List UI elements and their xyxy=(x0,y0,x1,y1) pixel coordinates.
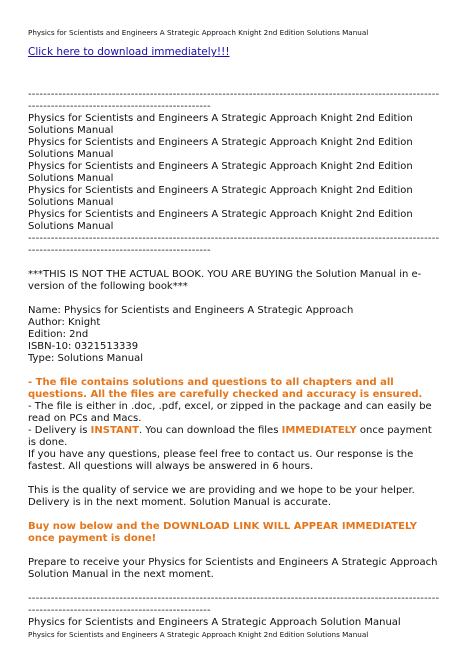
bottom-title: Physics for Scientists and Engineers A Strategic Approach Solution Manual xyxy=(28,617,401,628)
title-line-2: Physics for Scientists and Engineers A Strategic Approach Knight 2nd Edition Solutions Manual xyxy=(28,137,413,160)
prepare-text: Prepare to receive your Physics for Scientists and Engineers A Strategic Approach Solution Manual in the next moment. xyxy=(28,557,438,580)
notice-text: ***THIS IS NOT THE ACTUAL BOOK. YOU ARE BUYING the Solution Manual in e-version of the following book*** xyxy=(28,269,422,292)
bullet-questions: If you have any questions, please feel free to contact us. Our response is the fastest. All questions will always be answered in 6 hours. xyxy=(28,449,414,472)
title-line-1: Physics for Scientists and Engineers A Strategic Approach Knight 2nd Edition Solutions Manual xyxy=(28,113,413,136)
document-body xyxy=(28,46,441,629)
page-header: Physics for Scientists and Engineers A Strategic Approach Knight 2nd Edition Solutions Manual xyxy=(28,28,369,37)
book-type: Type: Solutions Manual xyxy=(28,353,143,364)
book-name: Name: Physics for Scientists and Engineers A Strategic Approach xyxy=(28,305,354,316)
delivery-instant: INSTANT xyxy=(90,425,139,436)
bullet-formats: - The file is either in .doc, .pdf, excel, or zipped in the package and can easily be read on PCs and Macs. xyxy=(28,401,432,424)
delivery-mid: . You can download the files xyxy=(138,425,282,436)
title-line-3: Physics for Scientists and Engineers A Strategic Approach Knight 2nd Edition Solutions Manual xyxy=(28,161,413,184)
title-line-5: Physics for Scientists and Engineers A Strategic Approach Knight 2nd Edition Solutions Manual xyxy=(28,209,413,232)
bullet-contents: - The file contains solutions and questions to all chapters and all questions. All the files are carefully checked and accuracy is ensured. xyxy=(28,377,423,400)
separator-middle: ------------------------------------------------------------------------------------------------------------------------------------------------------------ xyxy=(28,233,440,256)
delivery-pre: - Delivery is xyxy=(28,425,91,436)
book-edition: Edition: 2nd xyxy=(28,329,89,340)
delivery-immediately: IMMEDIATELY xyxy=(281,425,357,436)
title-line-4: Physics for Scientists and Engineers A Strategic Approach Knight 2nd Edition Solutions Manual xyxy=(28,185,413,208)
delivery-post: once payment is done. xyxy=(28,425,432,448)
buy-now-text: Buy now below and the DOWNLOAD LINK WILL APPEAR IMMEDIATELY once payment is done! xyxy=(28,521,418,544)
download-link[interactable]: Click here to download immediately!!! xyxy=(28,46,230,58)
book-author: Author: Knight xyxy=(28,317,101,328)
page-footer: Physics for Scientists and Engineers A Strategic Approach Knight 2nd Edition Solutions Manual xyxy=(28,630,369,639)
quality-text: This is the quality of service we are providing and we hope to be your helper. Delivery is in the next moment. Solution Manual is accurate. xyxy=(28,485,415,508)
separator-bottom: ------------------------------------------------------------------------------------------------------------------------------------------------------------ xyxy=(28,593,440,616)
separator-top: ------------------------------------------------------------------------------------------------------------------------------------------------------------ xyxy=(28,89,440,112)
bullet-delivery xyxy=(28,425,441,449)
book-isbn: ISBN-10: 0321513339 xyxy=(28,341,139,352)
